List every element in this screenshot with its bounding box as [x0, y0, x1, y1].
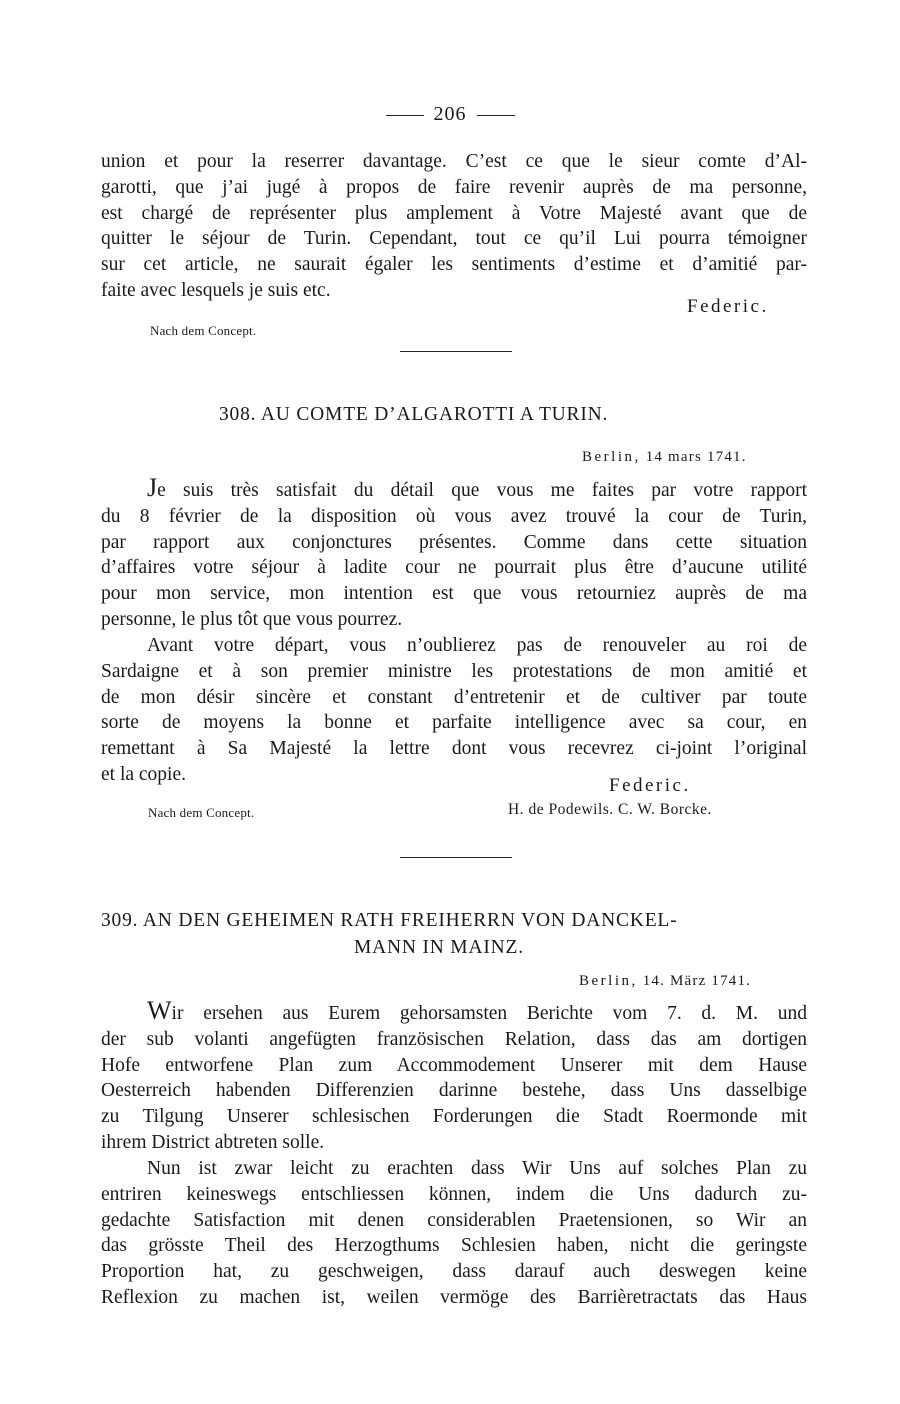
text-line: [101, 1027, 807, 1053]
left-dash: [386, 115, 424, 116]
line-text: pour mon service, mon intention est que vous retourniez auprès de ma: [101, 583, 807, 605]
line-text: zu Tilgung Unserer schlesischen Forderungen die Stadt Roermonde mit: [101, 1106, 807, 1128]
countersignatures: H. de Podewils. C. W. Borcke.: [508, 801, 712, 818]
line-text: ir ersehen aus Eurem gehorsamsten Berichte vom 7. d. M. und: [171, 1003, 807, 1024]
text-line: [101, 996, 807, 1027]
line-text: e suis très satisfait du détail que vous me faites par votre rapport: [157, 480, 807, 501]
line-text: entriren keineswegs entschliessen können, indem die Uns dadurch zu-: [101, 1183, 807, 1205]
line-text: Nun ist zwar leicht zu erachten dass Wir Uns auf solches Plan zu: [147, 1158, 807, 1179]
text-line: [101, 762, 807, 788]
line-text: Oesterreich habenden Differenzien darinne bestehe, dass Uns dasselbige: [101, 1080, 807, 1102]
line-text: gedachte Satisfaction mit denen considerablen Praetensionen, so Wir an: [101, 1209, 807, 1231]
letter-309-heading-line-2: MANN IN MAINZ.: [354, 937, 524, 958]
right-dash: [477, 115, 515, 116]
letter-308-paragraph-1: [101, 473, 807, 633]
text-line: [101, 1078, 807, 1104]
text-line: [101, 175, 807, 201]
text-line: [101, 226, 807, 252]
text-line: [101, 504, 807, 530]
line-text: est chargé de représenter plus amplement à Votre Majesté avant que de: [101, 202, 807, 224]
line-text: et la copie.: [101, 763, 186, 785]
line-text: de mon désir sincère et constant d’entretenir et de cultiver par toute: [101, 686, 807, 708]
text-line: [101, 555, 807, 581]
line-text: personne, le plus tôt que vous pourrez.: [101, 608, 403, 630]
letter-308-dateline: [582, 449, 747, 466]
text-line: [101, 1285, 807, 1311]
line-text: union et pour la reserrer davantage. C’est ce que le sieur comte d’Al-: [101, 151, 807, 172]
section-divider-1: [400, 351, 512, 352]
line-text: Proportion hat, zu geschweigen, dass darauf auch deswegen keine: [101, 1261, 807, 1283]
page-number: 206: [433, 103, 467, 125]
dateline-place: Berlin,: [582, 449, 641, 465]
line-text: Hofe entworfene Plan zum Accommodement Unserer mit dem Hause: [101, 1054, 807, 1076]
text-line: [101, 1130, 807, 1156]
text-line: [101, 1053, 807, 1079]
text-line: [101, 659, 807, 685]
text-line: [101, 1208, 807, 1234]
text-line: [101, 581, 807, 607]
text-line: [101, 607, 807, 633]
line-text: faite avec lesquels je suis etc.: [101, 279, 331, 301]
text-line: [101, 633, 807, 659]
text-line: [101, 149, 807, 175]
text-line: [101, 252, 807, 278]
initial-letter: W: [147, 996, 172, 1025]
line-text: quitter le séjour de Turin. Cependant, tout ce qu’il Lui pourra témoigner: [101, 228, 807, 250]
dateline-date: 14 mars 1741.: [645, 449, 747, 465]
signature-federic-2: Federic.: [609, 775, 691, 796]
line-text: du 8 février de la disposition où vous avez trouvé la cour de Turin,: [101, 505, 807, 527]
text-line: [101, 530, 807, 556]
text-line: [101, 1259, 807, 1285]
line-text: Sardaigne et à son premier ministre les protestations de mon amitié et: [101, 660, 807, 682]
text-line: [101, 473, 807, 504]
signature-federic-1: Federic.: [687, 296, 769, 317]
line-text: ihrem District abtreten solle.: [101, 1131, 325, 1153]
text-line: [101, 1104, 807, 1130]
text-line: [101, 710, 807, 736]
text-line: [101, 1182, 807, 1208]
page-number-line: [0, 103, 900, 126]
letter-308-paragraph-2: [101, 633, 807, 788]
letter-309-heading-line-1: 309. AN DEN GEHEIMEN RATH FREIHERRN VON DANCKEL-: [101, 910, 678, 931]
line-text: garotti, que j’ai jugé à propos de faire revenir auprès de ma personne,: [101, 176, 807, 198]
initial-letter: J: [147, 473, 158, 502]
letter-308-heading: 308. AU COMTE D’ALGAROTTI A TURIN.: [219, 404, 609, 425]
line-text: sorte de moyens la bonne et parfaite intelligence avec sa cour, en: [101, 712, 807, 734]
line-text: Avant votre départ, vous n’oublierez pas de renouveler au roi de: [147, 635, 807, 656]
text-line: [101, 685, 807, 711]
section-divider-2: [400, 857, 512, 858]
dateline-place: Berlin,: [579, 973, 638, 989]
source-note-1: Nach dem Concept.: [150, 323, 257, 338]
line-text: d’affaires votre séjour à ladite cour ne pourrait plus être d’aucune utilité: [101, 557, 807, 579]
continuation-paragraph: [101, 149, 807, 304]
letter-309-dateline: [579, 973, 751, 990]
text-line: [101, 1156, 807, 1182]
line-text: remettant à Sa Majesté la lettre dont vous recevrez ci-joint l’original: [101, 738, 807, 760]
text-line: [101, 1233, 807, 1259]
line-text: das grösste Theil des Herzogthums Schlesien haben, nicht die geringste: [101, 1235, 807, 1257]
text-line: [101, 201, 807, 227]
line-text: par rapport aux conjonctures présentes. Comme dans cette situation: [101, 531, 807, 553]
letter-309-paragraph-2: [101, 1156, 807, 1311]
letter-309-paragraph-1: [101, 996, 807, 1156]
dateline-date: 14. März 1741.: [642, 973, 752, 989]
line-text: der sub volanti angefügten französischen Relation, dass das am dortigen: [101, 1028, 807, 1050]
line-text: Reflexion zu machen ist, weilen vermöge des Barrièretractats das Haus: [101, 1286, 807, 1308]
text-line: [101, 736, 807, 762]
line-text: sur cet article, ne saurait égaler les sentiments d’estime et d’amitié par-: [101, 254, 807, 276]
source-note-2: Nach dem Concept.: [148, 805, 255, 820]
